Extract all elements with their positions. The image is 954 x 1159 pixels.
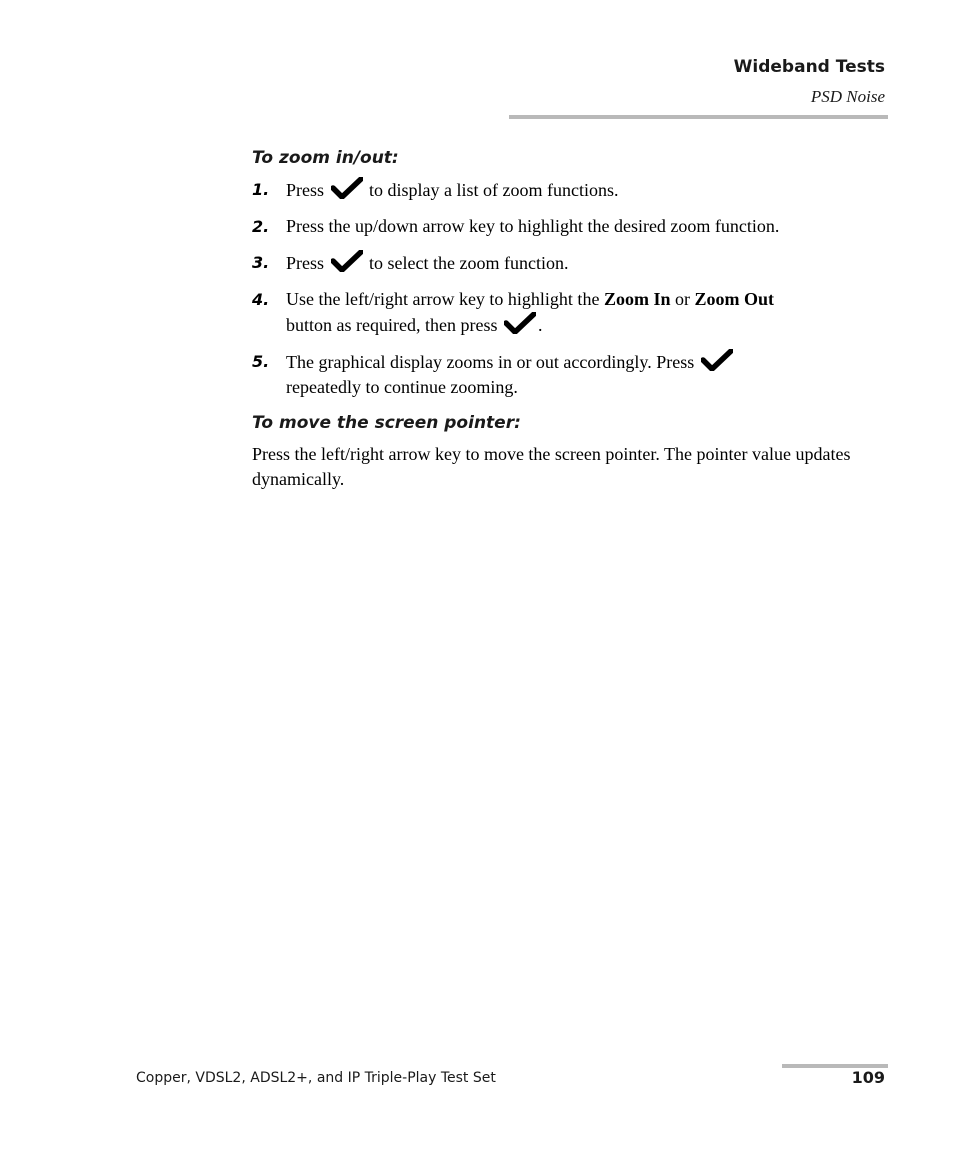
step-text: repeatedly to continue zooming. — [286, 377, 518, 397]
header-title: Wideband Tests — [733, 57, 885, 77]
header-divider — [509, 115, 888, 119]
checkmark-icon — [701, 349, 733, 371]
step-text: button as required, then press — [286, 315, 498, 335]
checkmark-icon — [331, 250, 363, 272]
footer-product-name: Copper, VDSL2, ADSL2+, and IP Triple-Play Test Set — [136, 1070, 496, 1086]
step-number: 1. — [252, 180, 270, 199]
main-content — [252, 146, 888, 492]
step-text: Use the left/right arrow key to highlight the — [286, 289, 600, 309]
page-number: 109 — [851, 1068, 885, 1087]
list-item — [252, 177, 888, 203]
step-number: 2. — [252, 217, 270, 236]
pointer-procedure-heading: To move the screen pointer: — [252, 413, 521, 433]
step-number: 4. — [252, 290, 270, 309]
checkmark-icon — [504, 312, 536, 334]
list-item — [252, 214, 888, 239]
step-text: Press — [286, 180, 325, 200]
zoom-in-label: Zoom In — [603, 289, 671, 309]
step-number: 5. — [252, 352, 270, 371]
pointer-paragraph: Press the left/right arrow key to move the screen pointer. The pointer value updates dynamically. — [252, 444, 851, 489]
list-item — [252, 287, 888, 338]
header-subtitle: PSD Noise — [810, 87, 885, 106]
step-text: to select the zoom function. — [369, 253, 569, 273]
step-text: Press the up/down arrow key to highlight the desired zoom function. — [286, 216, 780, 236]
list-item — [252, 349, 888, 400]
zoom-out-label: Zoom Out — [694, 289, 774, 309]
step-text: Press — [286, 253, 325, 273]
step-text: . — [537, 315, 543, 335]
list-item — [252, 250, 888, 276]
checkmark-icon — [331, 177, 363, 199]
zoom-steps-list — [252, 177, 888, 400]
step-text: The graphical display zooms in or out accordingly. Press — [286, 352, 695, 372]
step-text: or — [674, 289, 690, 309]
zoom-procedure-heading: To zoom in/out: — [252, 148, 399, 168]
step-text: to display a list of zoom functions. — [369, 180, 619, 200]
step-number: 3. — [252, 253, 270, 272]
